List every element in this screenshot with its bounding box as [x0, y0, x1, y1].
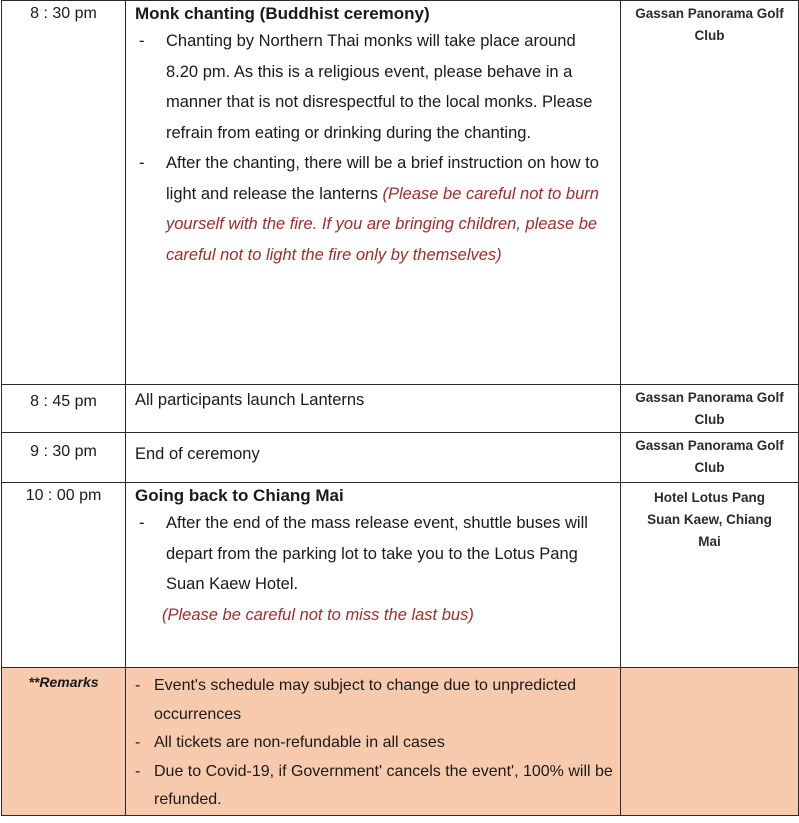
table-row	[2, 385, 799, 433]
activity-title: Monk chanting (Buddhist ceremony)	[135, 4, 430, 23]
warning-note: (Please be careful not to burn yourself with the fire. If you are bringing children, please be careful not to light the fire only by themselves)	[166, 184, 599, 264]
activity-cell	[126, 433, 621, 483]
remarks-label-cell	[2, 668, 126, 816]
dash-marker: -	[139, 154, 145, 172]
activity-title: All participants launch Lanterns	[135, 391, 365, 409]
time-label: 10 : 00 pm	[25, 487, 102, 504]
dash-marker: -	[135, 762, 141, 780]
list-item	[126, 672, 614, 729]
remarks-label: **Remarks	[28, 674, 99, 690]
bullet-text: Chanting by Northern Thai monks will take place around 8.20 pm. As this is a religious event, please behave in a manner that is not disrespectful to the local monks. Please refrain from eating or drinking during the chanting.	[166, 32, 593, 142]
dash-marker: -	[135, 677, 141, 694]
location-label: Gassan Panorama Golf Club	[635, 390, 784, 427]
remark-text: All tickets are non-refundable in all cases	[154, 734, 445, 751]
remarks-cell	[126, 668, 621, 816]
table-row	[2, 433, 799, 483]
list-item	[126, 729, 614, 758]
activity-bullets	[126, 508, 620, 600]
dash-marker: -	[135, 734, 141, 751]
table-row	[2, 483, 799, 668]
table-row	[2, 1, 799, 385]
location-label: Hotel Lotus Pang Suan Kaew, Chiang Mai	[647, 490, 772, 549]
remarks-row	[2, 668, 799, 816]
dash-marker: -	[139, 32, 145, 50]
list-item	[126, 508, 612, 600]
schedule-table	[1, 0, 799, 816]
activity-title: Going back to Chiang Mai	[135, 486, 344, 505]
activity-cell	[126, 385, 621, 433]
activity-cell	[126, 483, 621, 668]
bullet-text: After the chanting, there will be a brief instruction on how to light and release the lanterns	[166, 154, 599, 203]
location-cell	[621, 385, 799, 433]
activity-title: End of ceremony	[135, 445, 260, 463]
remark-text: Due to Covid-19, if Government' cancels the event', 100% will be refunded.	[154, 762, 613, 808]
time-cell	[2, 433, 126, 483]
dash-marker: -	[139, 514, 145, 532]
time-label: 9 : 30 pm	[30, 443, 97, 460]
remarks-list	[126, 668, 620, 815]
list-item	[126, 26, 612, 148]
location-cell	[621, 1, 799, 385]
time-cell	[2, 483, 126, 668]
activity-bullets	[126, 26, 620, 270]
time-cell	[2, 1, 126, 385]
time-label: 8 : 45 pm	[30, 393, 97, 410]
remarks-empty-cell	[621, 668, 799, 816]
list-item	[126, 148, 612, 270]
location-cell	[621, 433, 799, 483]
remark-text: Event's schedule may subject to change due to unpredicted occurrences	[154, 677, 576, 723]
time-cell	[2, 385, 126, 433]
location-label: Gassan Panorama Golf Club	[635, 438, 784, 475]
bullet-text: After the end of the mass release event, shuttle buses will depart from the parking lot to take you to the Lotus Pang Suan Kaew Hotel.	[166, 514, 588, 593]
list-item	[126, 758, 614, 815]
warning-note: (Please be careful not to miss the last bus)	[162, 605, 474, 624]
location-label: Gassan Panorama Golf Club	[635, 6, 784, 43]
time-label: 8 : 30 pm	[30, 5, 97, 22]
location-cell	[621, 483, 799, 668]
activity-cell	[126, 1, 621, 385]
